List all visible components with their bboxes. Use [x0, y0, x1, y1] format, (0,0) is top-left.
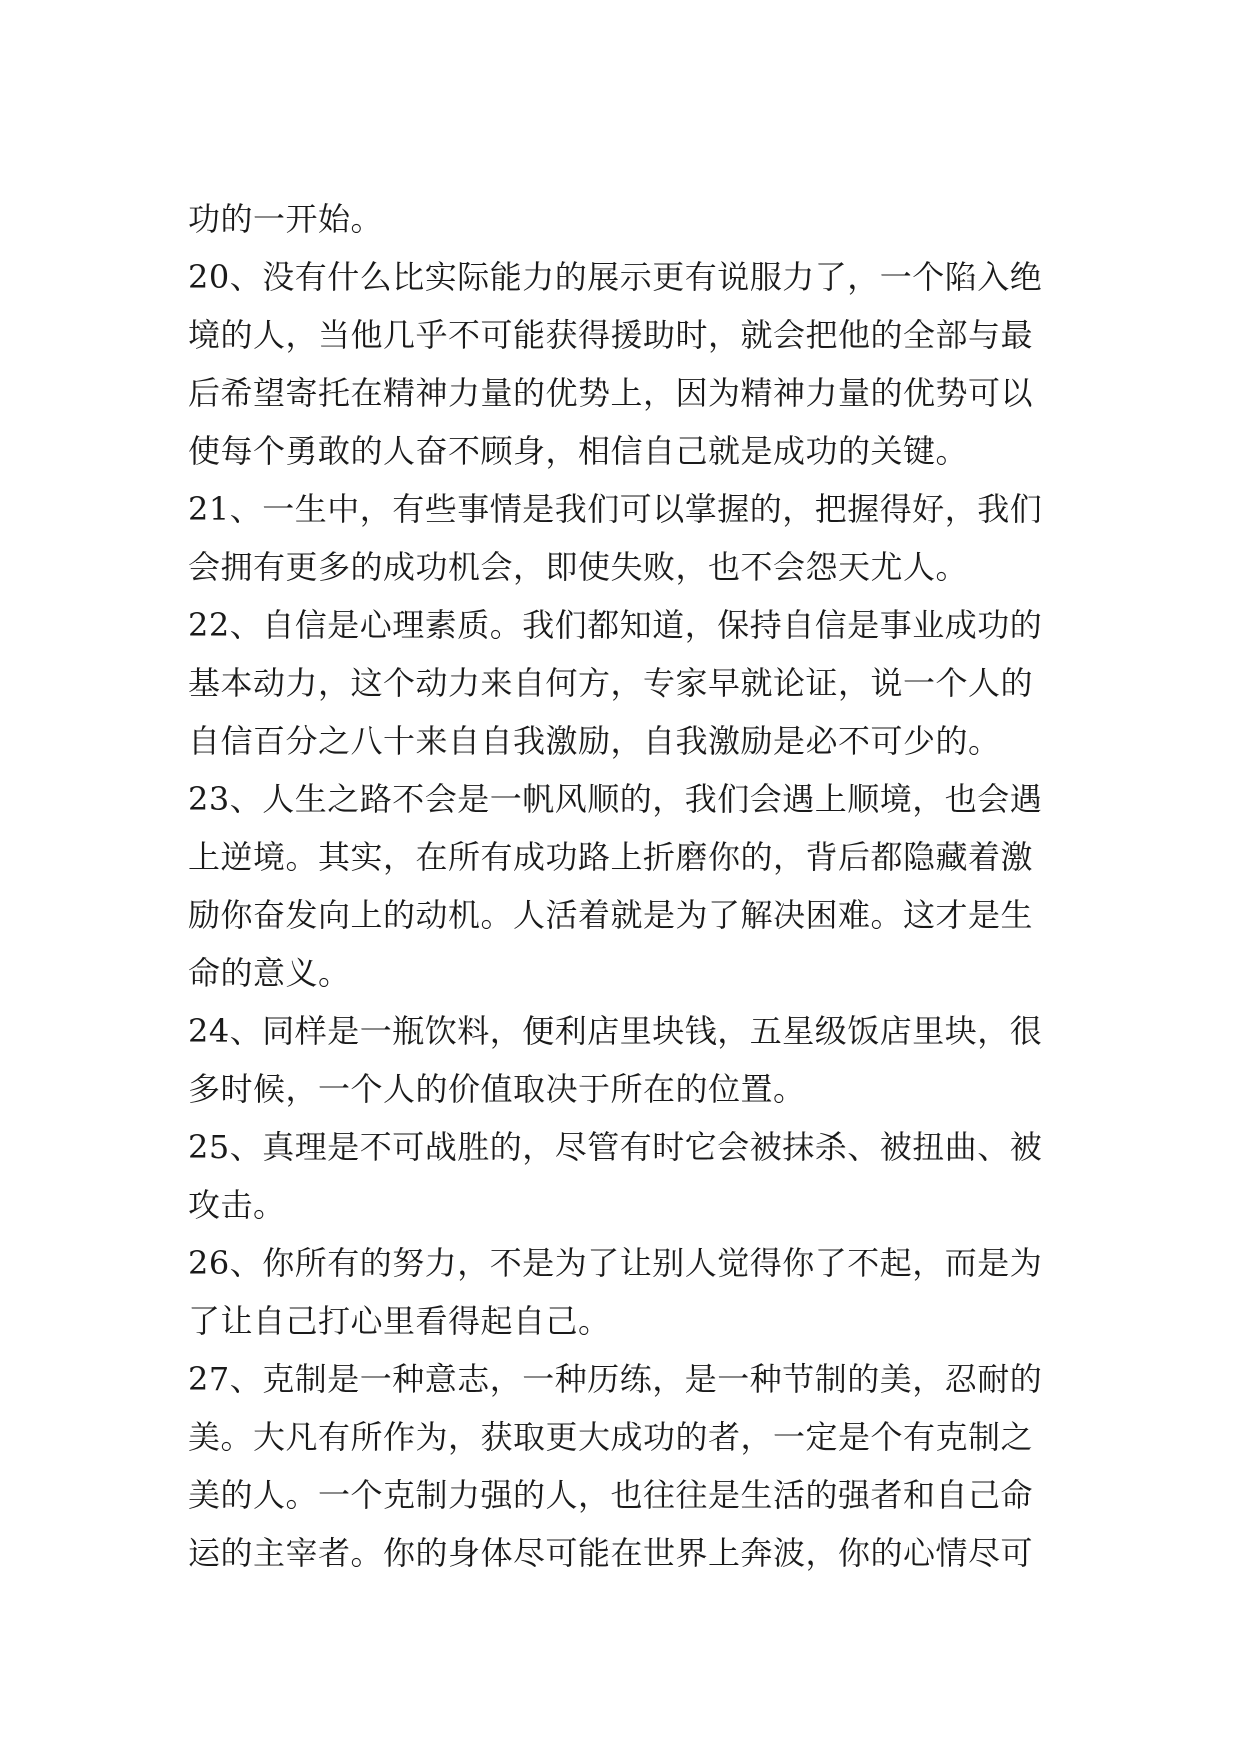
text-line: 功的一开始。: [188, 200, 384, 238]
text-line: 上逆境。其实，在所有成功路上折磨你的，背后都隐藏着激: [188, 838, 1034, 876]
text-line: 22、自信是心理素质。我们都知道，保持自信是事业成功的: [188, 606, 1043, 644]
document-body: [188, 190, 1058, 1582]
text-line: 20、没有什么比实际能力的展示更有说服力了，一个陷入绝: [188, 258, 1043, 296]
text-line: 基本动力，这个动力来自何方，专家早就论证，说一个人的: [188, 664, 1034, 702]
text-line: 23、人生之路不会是一帆风顺的，我们会遇上顺境，也会遇: [188, 780, 1043, 818]
text-line: 27、克制是一种意志，一种历练，是一种节制的美，忍耐的: [188, 1360, 1043, 1398]
text-line: 21、一生中，有些事情是我们可以掌握的，把握得好，我们: [188, 490, 1043, 528]
text-line: 24、同样是一瓶饮料，便利店里块钱，五星级饭店里块，很: [188, 1012, 1043, 1050]
text-line: 攻击。: [188, 1186, 286, 1224]
text-line: 励你奋发向上的动机。人活着就是为了解决困难。这才是生: [188, 896, 1034, 934]
text-line: 会拥有更多的成功机会，即使失败，也不会怨天尤人。: [188, 548, 969, 586]
text-line: 多时候，一个人的价值取决于所在的位置。: [188, 1070, 806, 1108]
text-line: 25、真理是不可战胜的，尽管有时它会被抹杀、被扭曲、被: [188, 1128, 1043, 1166]
text-line: 后希望寄托在精神力量的优势上，因为精神力量的优势可以: [188, 374, 1034, 412]
text-line: 美的人。一个克制力强的人，也往往是生活的强者和自己命: [188, 1476, 1034, 1514]
text-line: 自信百分之八十来自自我激励，自我激励是必不可少的。: [188, 722, 1001, 760]
text-line: 使每个勇敢的人奋不顾身，相信自己就是成功的关键。: [188, 432, 969, 470]
text-line: 了让自己打心里看得起自己。: [188, 1302, 611, 1340]
text-line: 运的主宰者。你的身体尽可能在世界上奔波，你的心情尽可: [188, 1534, 1034, 1572]
text-line: 命的意义。: [188, 954, 351, 992]
text-line: 境的人，当他几乎不可能获得援助时，就会把他的全部与最: [188, 316, 1034, 354]
text-line: 美。大凡有所作为，获取更大成功的者，一定是个有克制之: [188, 1418, 1034, 1456]
text-line: 26、你所有的努力，不是为了让别人觉得你了不起，而是为: [188, 1244, 1043, 1282]
